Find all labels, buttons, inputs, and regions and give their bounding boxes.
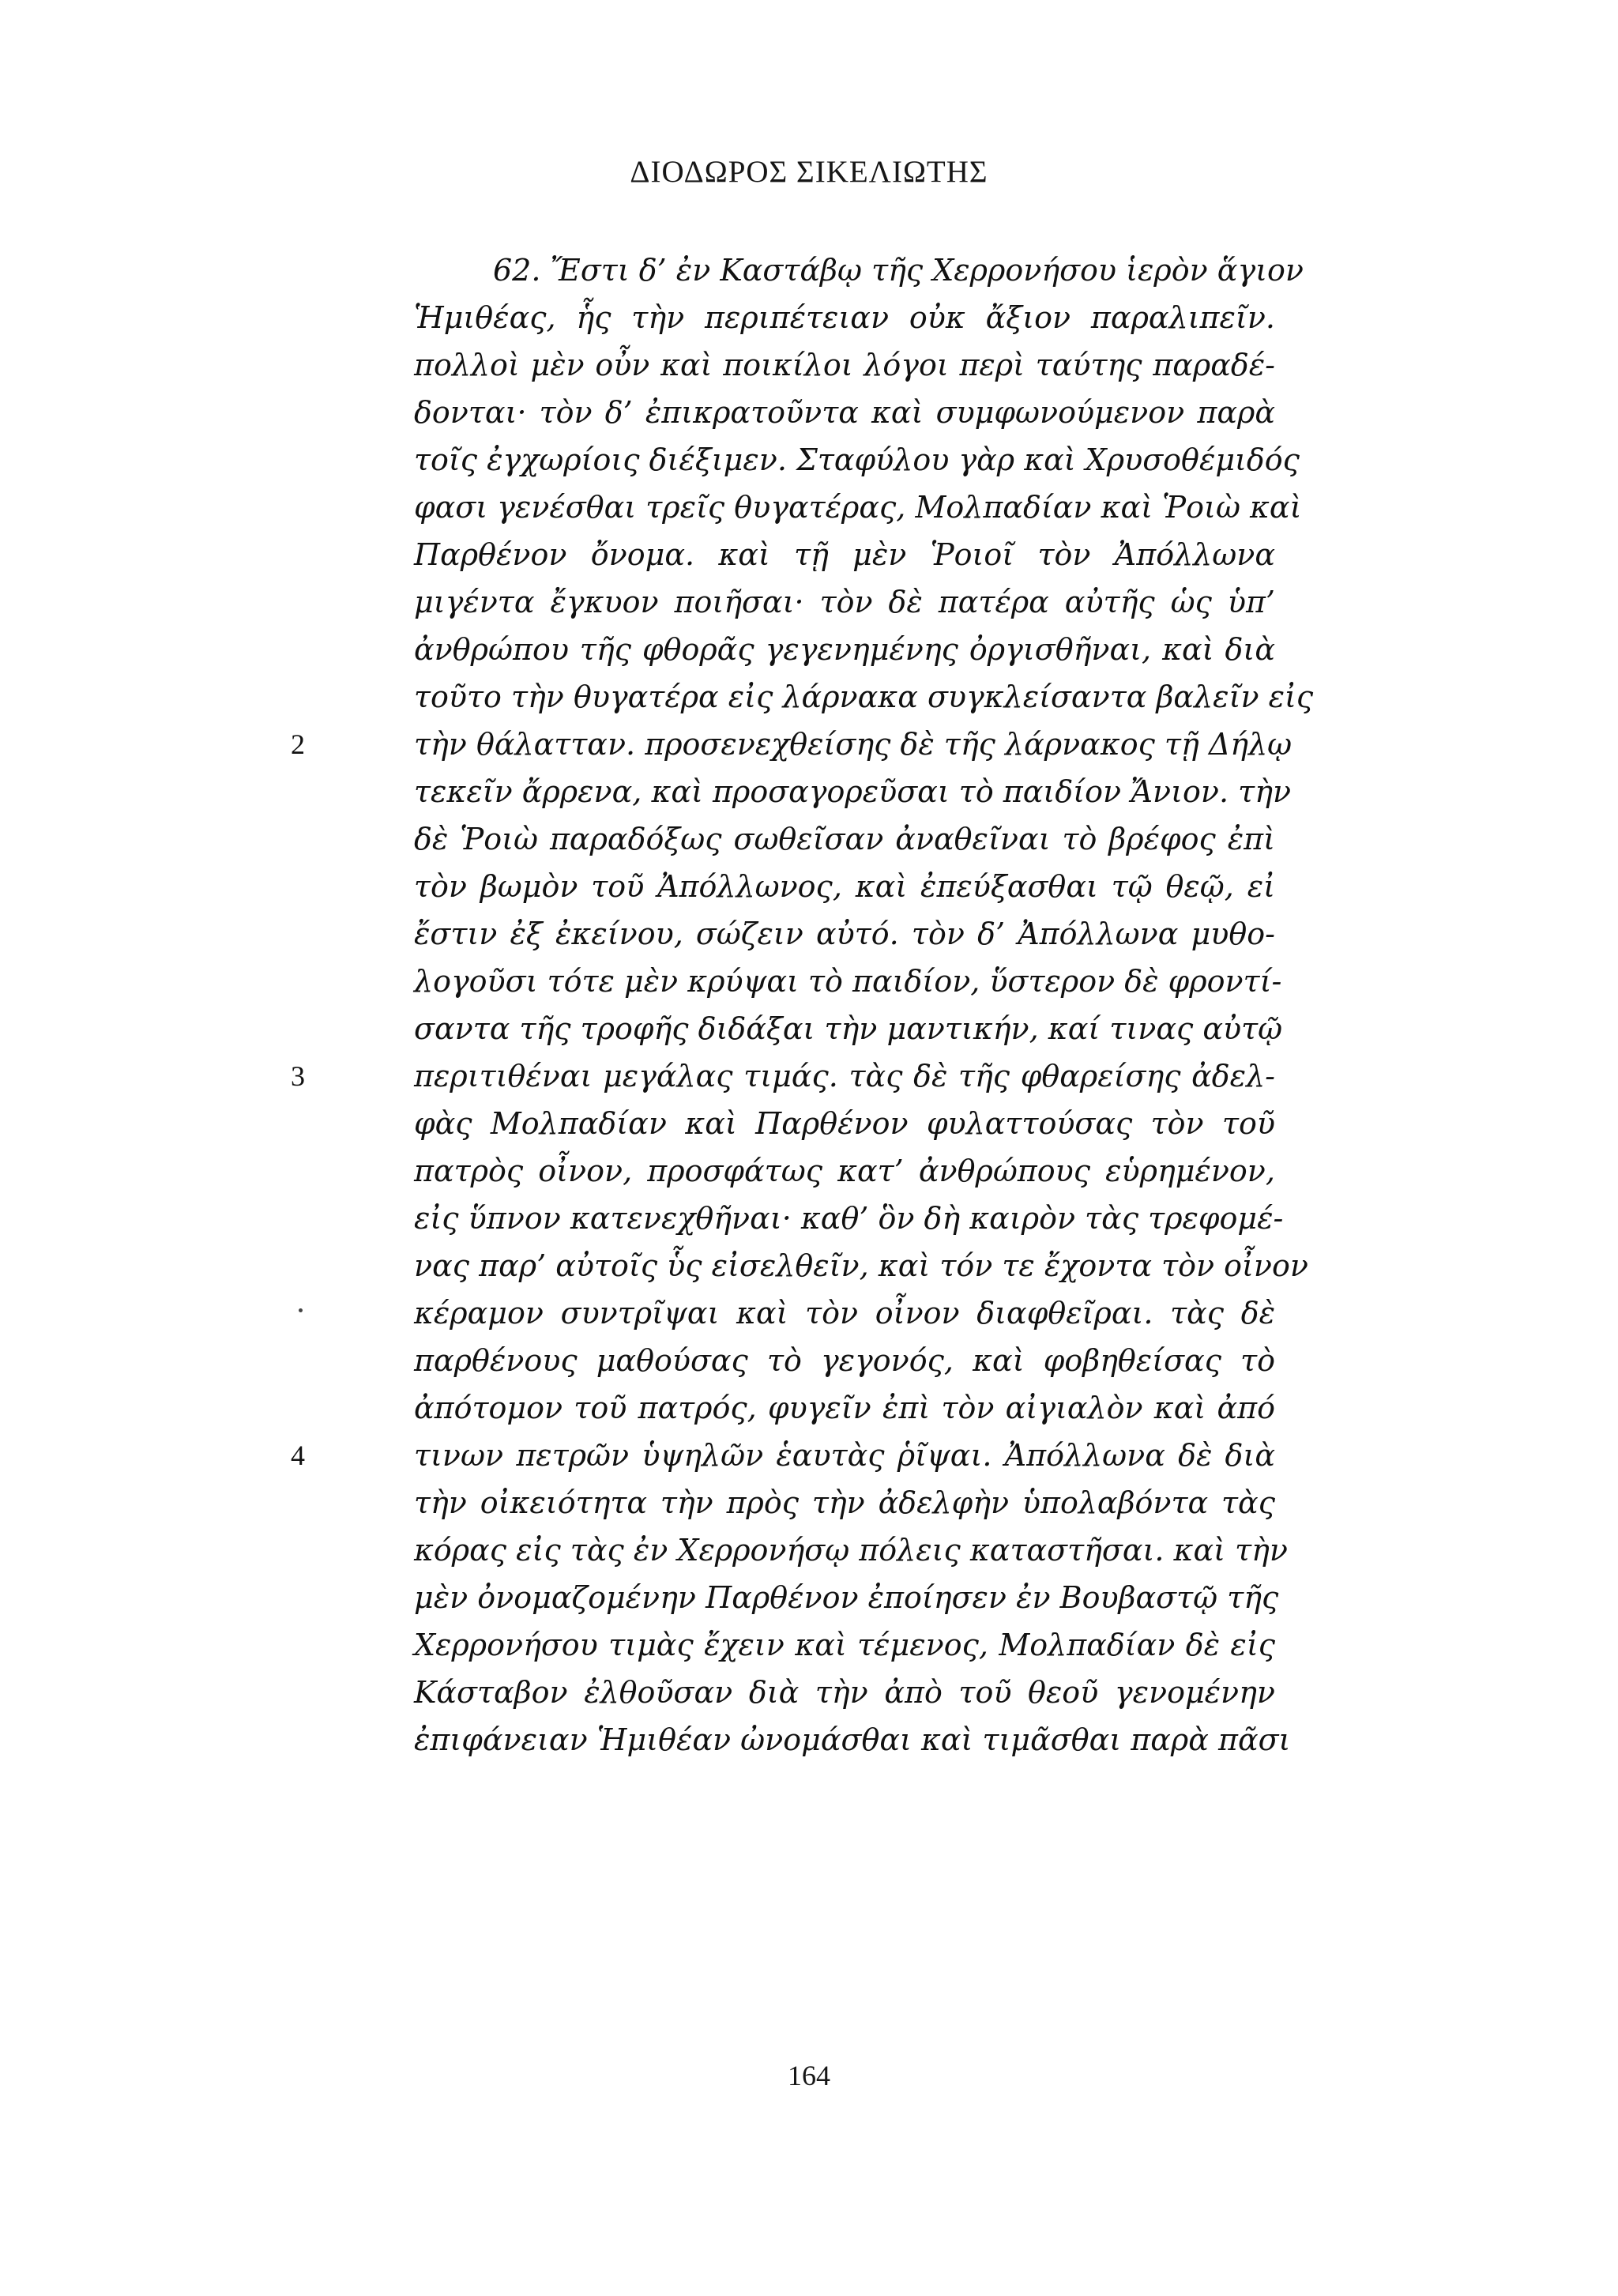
line-text: σαντα τῆς τροφῆς διδάξαι τὴν μαντικήν, καί τινας αὐτῷ — [414, 1011, 1283, 1046]
text-line — [414, 673, 1314, 721]
line-text: φασι γενέσθαι τρεῖς θυγατέρας, Μολπαδίαν καὶ Ῥοιὼ καὶ — [414, 490, 1302, 525]
line-text: 62. Ἔστι δ’ ἐν Καστάβῳ τῆς Χερρονήσου ἱερὸν ἅγιον — [493, 253, 1304, 288]
text-line — [414, 1289, 1275, 1337]
line-text: φὰς Μολπαδίαν καὶ Παρθένον φυλαττούσας τὸν τοῦ — [414, 1106, 1275, 1141]
line-text: λογοῦσι τότε μὲν κρύψαι τὸ παιδίον, ὕστερον δὲ φροντί- — [414, 964, 1282, 999]
line-text: εἰς ὕπνον κατενεχθῆναι· καθ’ ὃν δὴ καιρὸν τὰς τρεφομέ- — [414, 1201, 1284, 1236]
line-text: μὲν ὀνομαζομένην Παρθένον ἐποίησεν ἐν Βουβαστῷ τῆς — [414, 1580, 1279, 1615]
text-line — [414, 1242, 1309, 1289]
text-line — [414, 910, 1275, 958]
text-line — [414, 768, 1292, 815]
text-line — [414, 436, 1300, 484]
text-line — [414, 1005, 1283, 1052]
line-text: ἔστιν ἐξ ἐκείνου, σώζειν αὐτό. τὸν δ’ Ἀπόλλωνα μυθο- — [414, 917, 1275, 951]
line-text: μιγέντα ἔγκυον ποιῆσαι· τὸν δὲ πατέρα αὐτῆς ὡς ὑπ’ — [414, 585, 1275, 619]
line-text: Κάσταβον ἐλθοῦσαν διὰ τὴν ἀπὸ τοῦ θεοῦ γενομένην — [414, 1675, 1275, 1710]
line-text: τὸν βωμὸν τοῦ Ἀπόλλωνος, καὶ ἐπεύξασθαι τῷ θεῷ, εἰ — [414, 869, 1275, 904]
text-line — [414, 815, 1275, 863]
line-text: τὴν οἰκειότητα τὴν πρὸς τὴν ἀδελφὴν ὑπολαβόντα τὰς — [414, 1485, 1275, 1520]
text-line — [414, 1669, 1275, 1716]
text-line — [414, 531, 1275, 578]
body-text — [291, 247, 1314, 1763]
text-line — [414, 484, 1302, 531]
text-line — [414, 1147, 1275, 1195]
section-number: 4 — [291, 1440, 305, 1471]
margin-mark — [299, 1308, 303, 1312]
line-text: δονται· τὸν δ’ ἐπικρατοῦντα καὶ συμφωνούμενον παρὰ — [414, 395, 1275, 430]
line-text: τινων πετρῶν ὑψηλῶν ἑαυτὰς ῥῖψαι. Ἀπόλλωνα δὲ διὰ — [414, 1438, 1275, 1473]
line-text: νας παρ’ αὐτοῖς ὗς εἰσελθεῖν, καὶ τόν τε ἔχοντα τὸν οἶνον — [414, 1248, 1309, 1283]
line-text: πατρὸς οἶνον, προσφάτως κατ’ ἀνθρώπους εὑρημένον, — [414, 1154, 1275, 1188]
text-line — [414, 1574, 1279, 1621]
line-text: πολλοὶ μὲν οὖν καὶ ποικίλοι λόγοι περὶ ταύτης παραδέ- — [414, 348, 1275, 382]
line-text: ἐπιφάνειαν Ἡμιθέαν ὠνομάσθαι καὶ τιμᾶσθαι παρὰ πᾶσι — [414, 1722, 1291, 1757]
text-line — [414, 1100, 1275, 1147]
text-line — [414, 294, 1275, 341]
line-text: τὴν θάλατταν. προσενεχθείσης δὲ τῆς λάρνακος τῇ Δήλῳ — [414, 727, 1293, 762]
text-line — [291, 1052, 1275, 1100]
running-head: ΔΙΟΔΩΡΟΣ ΣΙΚΕΛΙΩΤΗΣ — [630, 155, 988, 189]
text-line — [414, 389, 1275, 436]
text-line — [414, 1526, 1288, 1574]
text-line — [414, 1384, 1275, 1432]
section-number: 2 — [291, 728, 305, 760]
line-text: κόρας εἰς τὰς ἐν Χερρονήσῳ πόλεις καταστῆσαι. καὶ τὴν — [414, 1533, 1288, 1568]
line-text: Παρθένον ὄνομα. καὶ τῇ μὲν Ῥοιοῖ τὸν Ἀπόλλωνα — [414, 537, 1275, 572]
text-line — [414, 341, 1275, 389]
text-line — [291, 721, 1293, 768]
line-text: παρθένους μαθούσας τὸ γεγονός, καὶ φοβηθείσας τὸ — [414, 1343, 1275, 1378]
text-line — [414, 247, 1304, 294]
text-line — [414, 863, 1275, 910]
line-text: τοῖς ἐγχωρίοις διέξιμεν. Σταφύλου γὰρ καὶ Χρυσοθέμιδός — [414, 442, 1300, 477]
text-line — [414, 626, 1275, 673]
section-number: 3 — [291, 1060, 305, 1092]
page-number: 164 — [788, 2060, 830, 2091]
text-line — [414, 1337, 1275, 1384]
text-line — [414, 1621, 1275, 1669]
text-line — [414, 1479, 1275, 1526]
line-text: Χερρονήσου τιμὰς ἔχειν καὶ τέμενος, Μολπαδίαν δὲ εἰς — [414, 1628, 1275, 1662]
line-text: τεκεῖν ἄρρενα, καὶ προσαγορεῦσαι τὸ παιδίον Ἄνιον. τὴν — [414, 774, 1292, 809]
text-line — [414, 1195, 1284, 1242]
line-text: Ἡμιθέας, ἧς τὴν περιπέτειαν οὐκ ἄξιον παραλιπεῖν. — [414, 300, 1275, 335]
text-line — [414, 578, 1275, 626]
line-text: κέραμον συντρῖψαι καὶ τὸν οἶνον διαφθεῖραι. τὰς δὲ — [414, 1296, 1275, 1331]
line-text: δὲ Ῥοιὼ παραδόξως σωθεῖσαν ἀναθεῖναι τὸ βρέφος ἐπὶ — [414, 822, 1275, 856]
line-text: περιτιθέναι μεγάλας τιμάς. τὰς δὲ τῆς φθαρείσης ἀδελ- — [414, 1059, 1275, 1093]
text-line — [414, 958, 1282, 1005]
line-text: ἀπότομον τοῦ πατρός, φυγεῖν ἐπὶ τὸν αἰγιαλὸν καὶ ἀπό — [414, 1391, 1275, 1425]
line-text: τοῦτο τὴν θυγατέρα εἰς λάρνακα συγκλείσαντα βαλεῖν εἰς — [414, 679, 1314, 714]
text-line — [414, 1716, 1291, 1763]
line-text: ἀνθρώπου τῆς φθορᾶς γεγενημένης ὀργισθῆναι, καὶ διὰ — [414, 632, 1275, 667]
text-line — [291, 1432, 1275, 1479]
